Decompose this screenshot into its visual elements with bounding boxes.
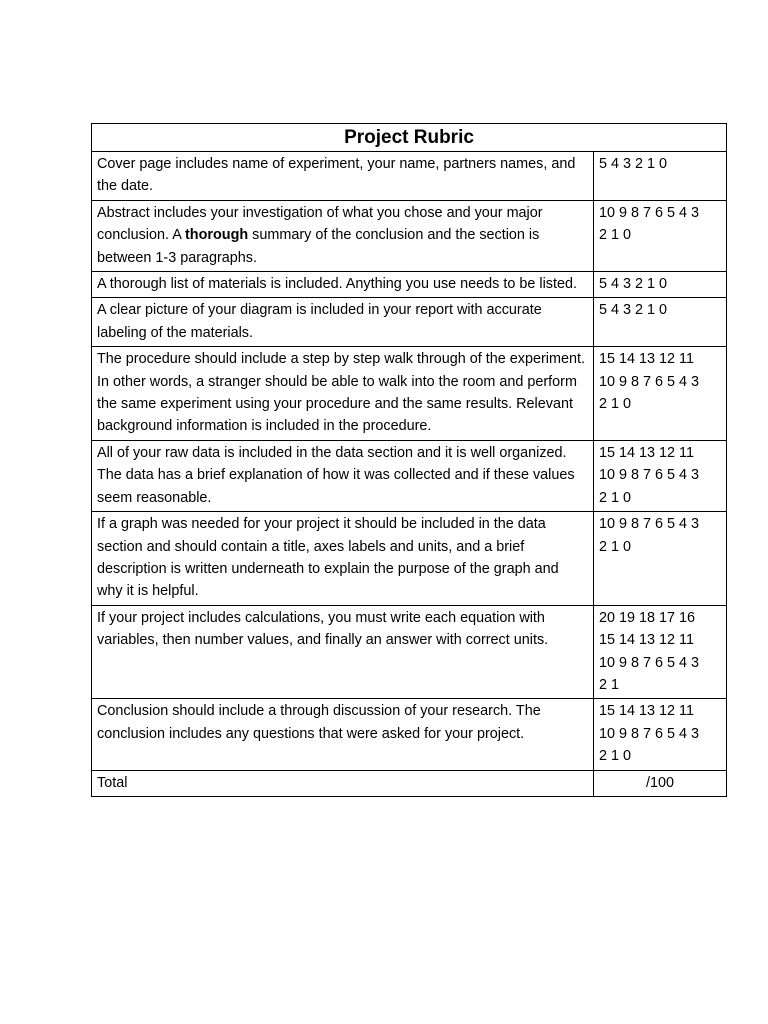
score-line: 15 14 13 12 11	[599, 351, 694, 368]
score-line: 10 9 8 7 6 5 4 3	[599, 725, 700, 742]
rubric-table	[91, 123, 727, 797]
table-row	[92, 272, 727, 298]
table-row	[92, 512, 727, 606]
score-cell	[594, 440, 727, 511]
score-line: 2 1 0	[599, 748, 632, 765]
criterion-text: Abstract includes your investigation of what you chose and your major conclusion. A	[97, 204, 543, 244]
score-line: 2 1 0	[599, 489, 632, 506]
total-row	[92, 770, 727, 796]
criterion-emphasis: thorough	[185, 227, 249, 244]
score-line: 10 9 8 7 6 5 4 3	[599, 516, 700, 533]
criterion-raw-data: All of your raw data is included in the data section and it is well organized. The data has a brief explanation of how it was collected and if these values seem reasonable.	[92, 440, 594, 511]
criterion-diagram: A clear picture of your diagram is included in your report with accurate labeling of the materials.	[92, 298, 594, 347]
criterion-calculations: If your project includes calculations, you must write each equation with variables, then number values, and finally an answer with correct units.	[92, 605, 594, 699]
criterion-text: summary of the conclusion and the section is between 1-3 paragraphs.	[97, 227, 540, 266]
total-label: Total	[92, 770, 594, 796]
score-line: 5 4 3 2 1 0	[599, 276, 668, 293]
score-cell	[594, 298, 727, 347]
score-line: 15 14 13 12 11	[599, 444, 694, 461]
score-line: 2 1 0	[599, 538, 632, 555]
table-row	[92, 699, 727, 770]
table-row	[92, 347, 727, 441]
score-line: 10 9 8 7 6 5 4 3	[599, 467, 700, 484]
table-row	[92, 152, 727, 201]
score-cell	[594, 605, 727, 699]
score-line: 5 4 3 2 1 0	[599, 156, 668, 172]
criterion-materials: A thorough list of materials is included. Anything you use needs to be listed.	[92, 272, 594, 298]
criterion-procedure: The procedure should include a step by step walk through of the experiment. In other words, a stranger should be able to walk into the room and perform the same experiment using your procedure and the same results. Relevant background information is included in the procedure.	[92, 347, 594, 441]
table-row	[92, 440, 727, 511]
score-cell	[594, 272, 727, 298]
table-row	[92, 200, 727, 271]
score-line: 2 1 0	[599, 227, 632, 244]
score-cell	[594, 512, 727, 606]
score-cell	[594, 347, 727, 441]
score-line: 10 9 8 7 6 5 4 3	[599, 654, 700, 671]
score-line: 15 14 13 12 11	[599, 632, 694, 649]
score-cell	[594, 200, 727, 271]
table-row	[92, 298, 727, 347]
score-line: 2 1	[599, 676, 620, 693]
score-line: 15 14 13 12 11	[599, 703, 694, 720]
criterion-graph: If a graph was needed for your project it should be included in the data section and should contain a title, axes labels and units, and a brief description is written underneath to explain the purpose of the graph and why it is helpful.	[92, 512, 594, 606]
criterion-abstract	[92, 200, 594, 271]
title-row	[92, 124, 727, 152]
criterion-conclusion: Conclusion should include a through discussion of your research. The conclusion includes any questions that were asked for your project.	[92, 699, 594, 770]
score-line: 5 4 3 2 1 0	[599, 302, 668, 319]
score-line: 20 19 18 17 16	[599, 609, 696, 626]
score-line: 10 9 8 7 6 5 4 3	[599, 204, 700, 221]
total-score: /100	[594, 770, 727, 796]
criterion-cover-page: Cover page includes name of experiment, your name, partners names, and the date.	[92, 152, 594, 201]
score-cell	[594, 699, 727, 770]
table-row	[92, 605, 727, 699]
score-line: 10 9 8 7 6 5 4 3	[599, 373, 700, 390]
page-title: Project Rubric	[92, 124, 727, 152]
score-cell	[594, 152, 727, 201]
score-line: 2 1 0	[599, 396, 632, 413]
